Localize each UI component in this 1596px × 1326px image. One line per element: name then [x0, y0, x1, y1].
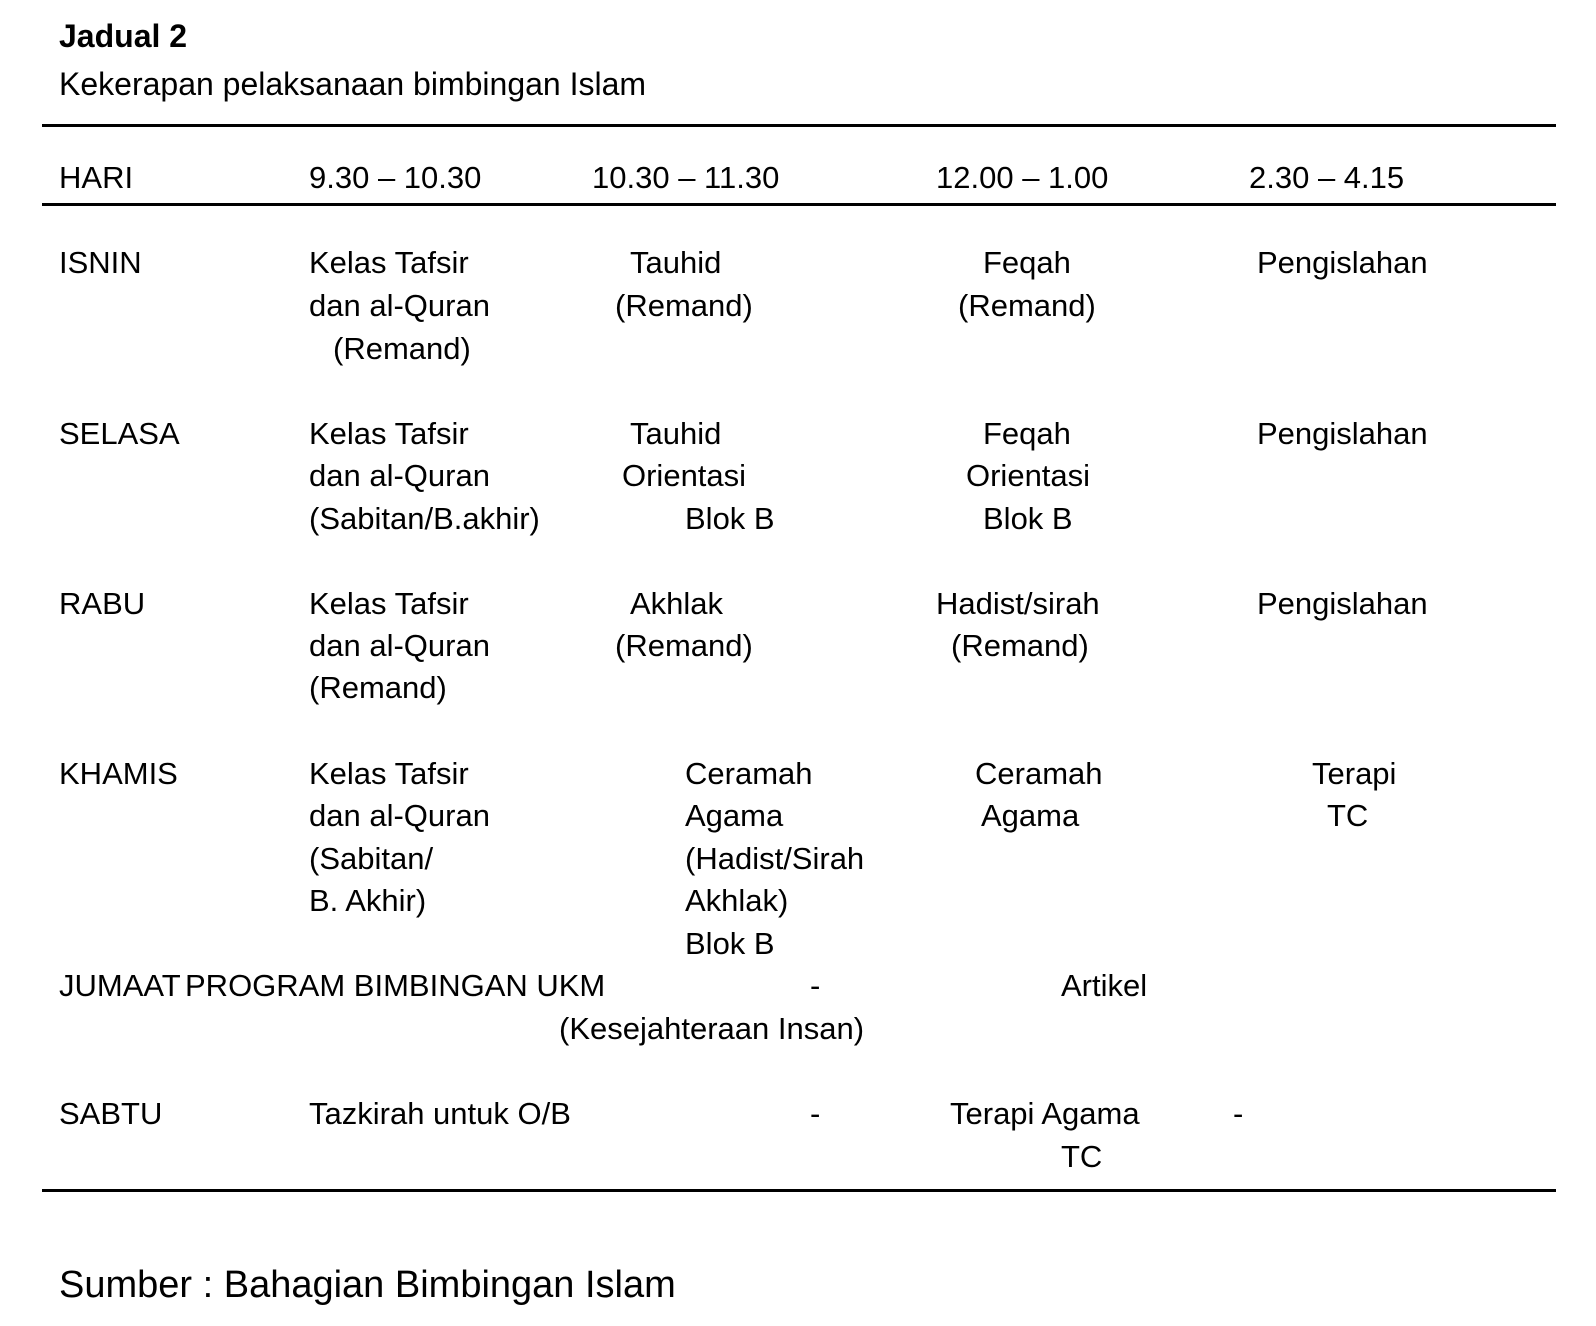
bottom-rule: [42, 1189, 1556, 1192]
row-isnin-cell: (Remand): [615, 288, 753, 323]
row-rabu-cell: (Remand): [309, 670, 447, 705]
row-isnin-cell: (Remand): [958, 288, 1096, 323]
row-sabtu-cell: -: [1233, 1096, 1244, 1131]
row-rabu-cell: Pengislahan: [1257, 586, 1428, 621]
row-rabu-day: RABU: [59, 586, 146, 621]
row-isnin-cell: Feqah: [983, 245, 1071, 280]
row-selasa-cell: Orientasi: [966, 458, 1091, 493]
row-khamis-cell: (Hadist/Sirah: [685, 841, 865, 876]
row-khamis-cell: TC: [1327, 798, 1369, 833]
top-rule: [42, 124, 1556, 127]
row-khamis-cell: Agama: [685, 798, 784, 833]
table-title: Jadual 2: [59, 18, 188, 54]
row-khamis-cell: Terapi: [1312, 756, 1397, 791]
row-sabtu-cell: -: [810, 1096, 821, 1131]
row-khamis-day: KHAMIS: [59, 756, 178, 791]
row-selasa-cell: dan al-Quran: [309, 458, 490, 493]
row-selasa-cell: Pengislahan: [1257, 416, 1428, 451]
row-rabu-cell: (Remand): [951, 628, 1089, 663]
row-rabu-cell: Hadist/sirah: [936, 586, 1100, 621]
row-selasa-cell: Kelas Tafsir: [309, 416, 469, 451]
row-isnin-cell: Pengislahan: [1257, 245, 1428, 280]
row-rabu-cell: (Remand): [615, 628, 753, 663]
row-selasa-day: SELASA: [59, 416, 180, 451]
row-jumaat-dash: -: [810, 968, 821, 1003]
header-rule: [42, 203, 1556, 206]
row-selasa-cell: Orientasi: [622, 458, 747, 493]
row-sabtu-day: SABTU: [59, 1096, 163, 1131]
row-rabu-cell: dan al-Quran: [309, 628, 490, 663]
row-sabtu-cell: Tazkirah untuk O/B: [309, 1096, 571, 1131]
header-slot-2: 10.30 – 11.30: [592, 160, 780, 195]
row-jumaat-program: PROGRAM BIMBINGAN UKM: [185, 968, 606, 1003]
table-source: Sumber : Bahagian Bimbingan Islam: [59, 1264, 676, 1306]
row-jumaat-artikel: Artikel: [1061, 968, 1148, 1003]
row-sabtu-cell: TC: [1061, 1139, 1103, 1174]
row-khamis-cell: Kelas Tafsir: [309, 756, 469, 791]
table-subtitle: Kekerapan pelaksanaan bimbingan Islam: [59, 66, 647, 102]
row-khamis-cell: Blok B: [685, 926, 775, 961]
row-khamis-cell: Akhlak): [685, 883, 789, 918]
row-isnin-cell: Tauhid: [630, 245, 722, 280]
row-selasa-cell: Tauhid: [630, 416, 722, 451]
row-khamis-cell: Agama: [981, 798, 1080, 833]
row-rabu-cell: Kelas Tafsir: [309, 586, 469, 621]
row-isnin-cell: Kelas Tafsir: [309, 245, 469, 280]
row-rabu-cell: Akhlak: [630, 586, 724, 621]
header-slot-3: 12.00 – 1.00: [936, 160, 1109, 195]
row-isnin-day: ISNIN: [59, 245, 142, 280]
row-khamis-cell: dan al-Quran: [309, 798, 490, 833]
row-khamis-cell: (Sabitan/: [309, 841, 434, 876]
header-hari: HARI: [59, 160, 134, 195]
row-jumaat-program-sub: (Kesejahteraan Insan): [559, 1011, 865, 1046]
row-isnin-cell: dan al-Quran: [309, 288, 490, 323]
row-khamis-cell: Ceramah: [685, 756, 813, 791]
row-selasa-cell: Blok B: [983, 501, 1073, 536]
row-selasa-cell: Blok B: [685, 501, 775, 536]
row-isnin-cell: (Remand): [333, 331, 471, 366]
header-slot-1: 9.30 – 10.30: [309, 160, 482, 195]
row-selasa-cell: Feqah: [983, 416, 1071, 451]
row-khamis-cell: B. Akhir): [309, 883, 427, 918]
row-jumaat-day: JUMAAT: [59, 968, 181, 1003]
row-selasa-cell: (Sabitan/B.akhir): [309, 501, 540, 536]
header-slot-4: 2.30 – 4.15: [1249, 160, 1405, 195]
row-sabtu-cell: Terapi Agama: [950, 1096, 1140, 1131]
row-khamis-cell: Ceramah: [975, 756, 1103, 791]
